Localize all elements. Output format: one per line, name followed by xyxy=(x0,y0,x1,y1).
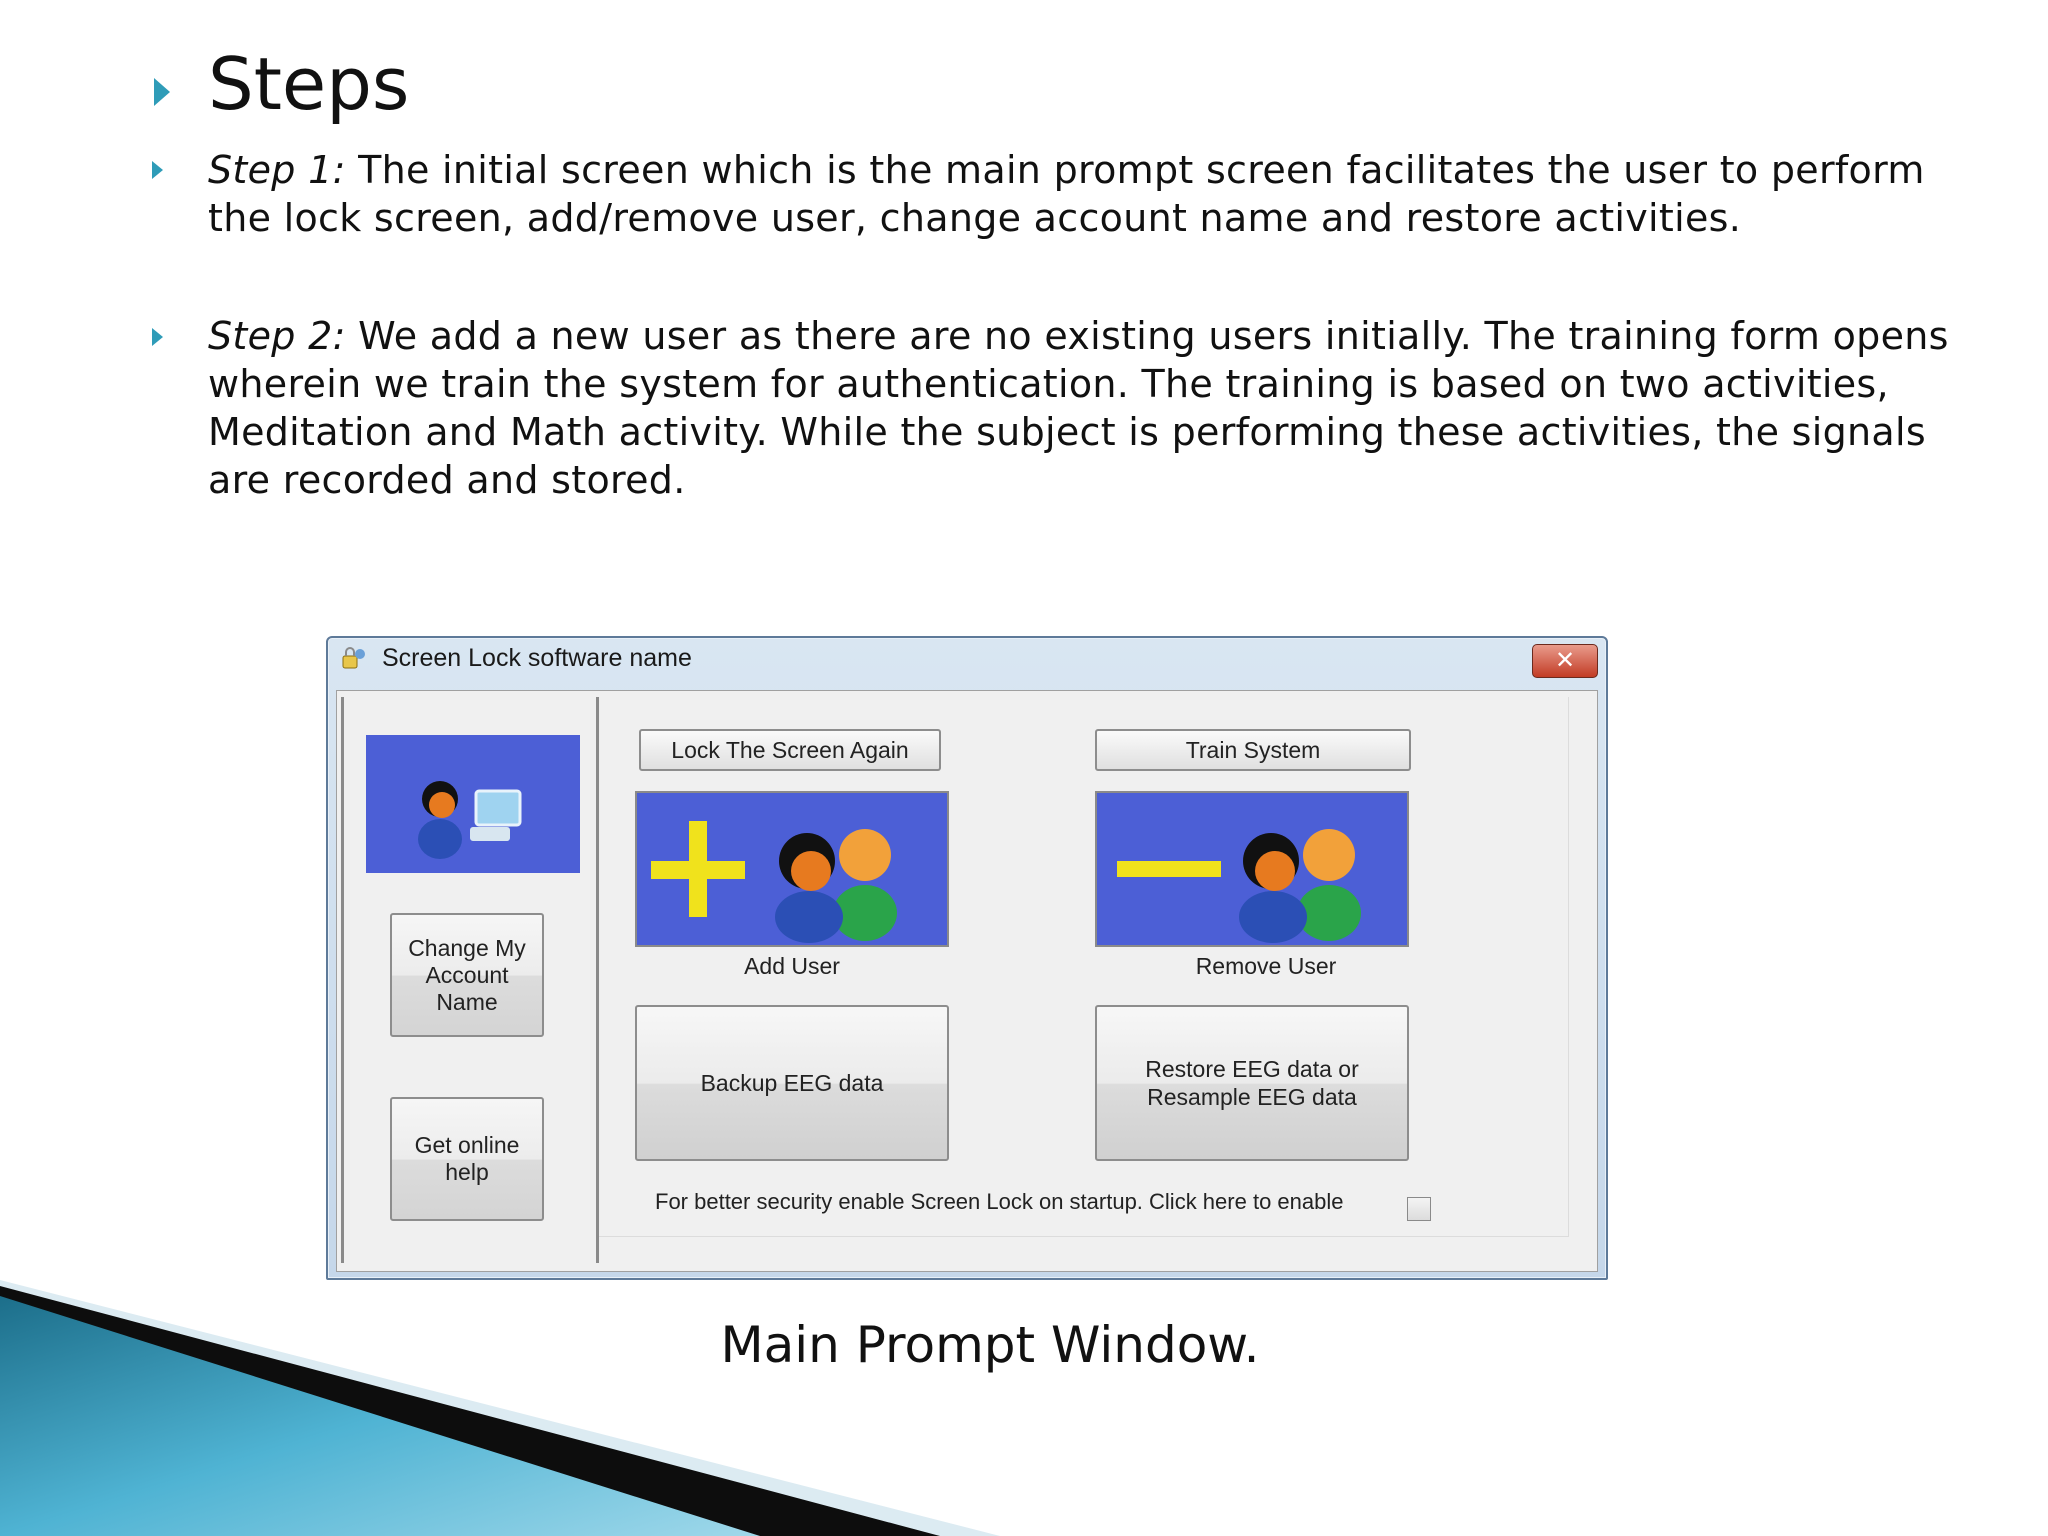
step1-text: The initial screen which is the main prompt screen facilitates the user to perform the lock screen, add/remove user, change account name and restore activities. xyxy=(208,148,1925,240)
train-system-button[interactable]: Train System xyxy=(1095,729,1411,771)
startup-enable-checkbox[interactable] xyxy=(1407,1197,1431,1221)
change-account-name-button[interactable]: Change My Account Name xyxy=(390,913,544,1037)
title-bullet-icon xyxy=(154,78,170,106)
step1-bullet-icon xyxy=(152,161,163,179)
step1-paragraph xyxy=(208,146,1968,242)
get-online-help-button[interactable]: Get online help xyxy=(390,1097,544,1221)
figure-caption: Main Prompt Window. xyxy=(720,1316,1260,1374)
step2-lead: Step 2: xyxy=(208,314,346,358)
lock-screen-again-button[interactable]: Lock The Screen Again xyxy=(639,729,941,771)
step2-bullet-icon xyxy=(152,328,163,346)
app-icon xyxy=(340,646,366,672)
remove-user-caption: Remove User xyxy=(1195,953,1337,979)
step1-lead: Step 1: xyxy=(208,148,346,192)
screen-lock-window xyxy=(326,636,1608,1280)
close-button[interactable]: ✕ xyxy=(1532,644,1598,678)
restore-eeg-button[interactable]: Restore EEG data or Resample EEG data xyxy=(1095,1005,1409,1161)
main-panel xyxy=(599,697,1569,1237)
startup-enable-label: For better security enable Screen Lock on startup. Click here to enable xyxy=(655,1189,1344,1214)
remove-user-button[interactable] xyxy=(1095,791,1409,947)
slide-title: Steps xyxy=(208,42,410,126)
step2-text: We add a new user as there are no existing users initially. The training form opens wherein we train the system for authentication. The training is based on two activities, Meditation and Math activity. While the subject is performing these activities, the signals are recorded and stored. xyxy=(208,314,1949,502)
add-user-icon xyxy=(637,793,947,945)
remove-user-icon xyxy=(1097,793,1407,945)
window-titlebar[interactable] xyxy=(328,638,1606,680)
step2-paragraph xyxy=(208,312,1968,504)
backup-eeg-button[interactable]: Backup EEG data xyxy=(635,1005,949,1161)
window-client-area xyxy=(336,690,1598,1272)
left-panel xyxy=(341,697,599,1263)
add-user-button[interactable] xyxy=(635,791,949,947)
add-user-caption: Add User xyxy=(744,953,840,979)
window-title: Screen Lock software name xyxy=(382,644,692,672)
user-computer-icon xyxy=(366,735,580,873)
